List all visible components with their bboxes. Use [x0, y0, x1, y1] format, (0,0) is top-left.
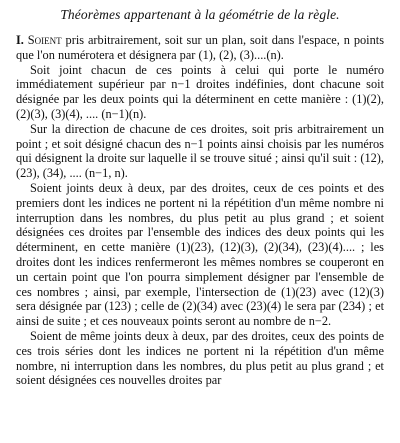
paragraph-1 [16, 33, 384, 63]
paragraph-2: Soit joint chacun de ces points à celui qui porte le numéro immédiatement supérieur par n−1 droites indéfinies, dont chacune soit désignée par les deux points qui la déterminent en cette manière : (1)(2), (2)(3), (3)(4), .... (n−1)(n). [16, 62, 384, 121]
paragraph-5: Soient de même joints deux à deux, par des droites, ceux des points de ces trois séries dont les indices ne portent ni la répétition d'un même nombre, ni interruption dans les nombres, du plus petit au plus grand ; et soient désignées ces nouvelles droites par [16, 328, 384, 388]
paragraph-opening-word: Soient [27, 33, 62, 47]
paragraph-3: Sur la direction de chacune de ces droites, soit pris arbitrairement un point ; et soit désigné chacun des n−1 points ainsi choisis par les numéros qui désignent la droite sur laquelle il se trouve situé ; ainsi qu'il suit : (12), (23), (34), .... (n−1, n). [16, 121, 384, 181]
paragraph-number: I. [16, 33, 24, 47]
paragraph-text: pris arbitrairement, soit sur un plan, soit dans l'espace, n points que l'on numérotera et désignera par (1), (2), (3)....(n). [16, 33, 384, 62]
document-title: Théorèmes appartenant à la géométrie de la règle. [60, 7, 340, 22]
paragraph-4: Soient joints deux à deux, par des droites, ceux de ces points et des premiers dont les indices ne portent ni la répétition d'un même nombre ni interruption dans les nombres, du plus petit au plus grand ; et soient désignées ces droites par l'ensemble des indices des deux points qui les déterminent, en cette manière (1)(23), (12)(3), (2)(34), (23)(4).... ; les droites dont les indices renfermeront les mêmes nombres se couperont en un certain point que l'on pourra simplement désigner par l'ensemble de ces nombres ; ainsi, par exemple, l'intersection de (1)(23) avec (12)(3) sera désignée par (123) ; celle de (2)(34) avec (23)(4) le sera par (234) ; et ainsi de suite ; et ces nouveaux points seront au nombre de n−2. [16, 180, 384, 329]
